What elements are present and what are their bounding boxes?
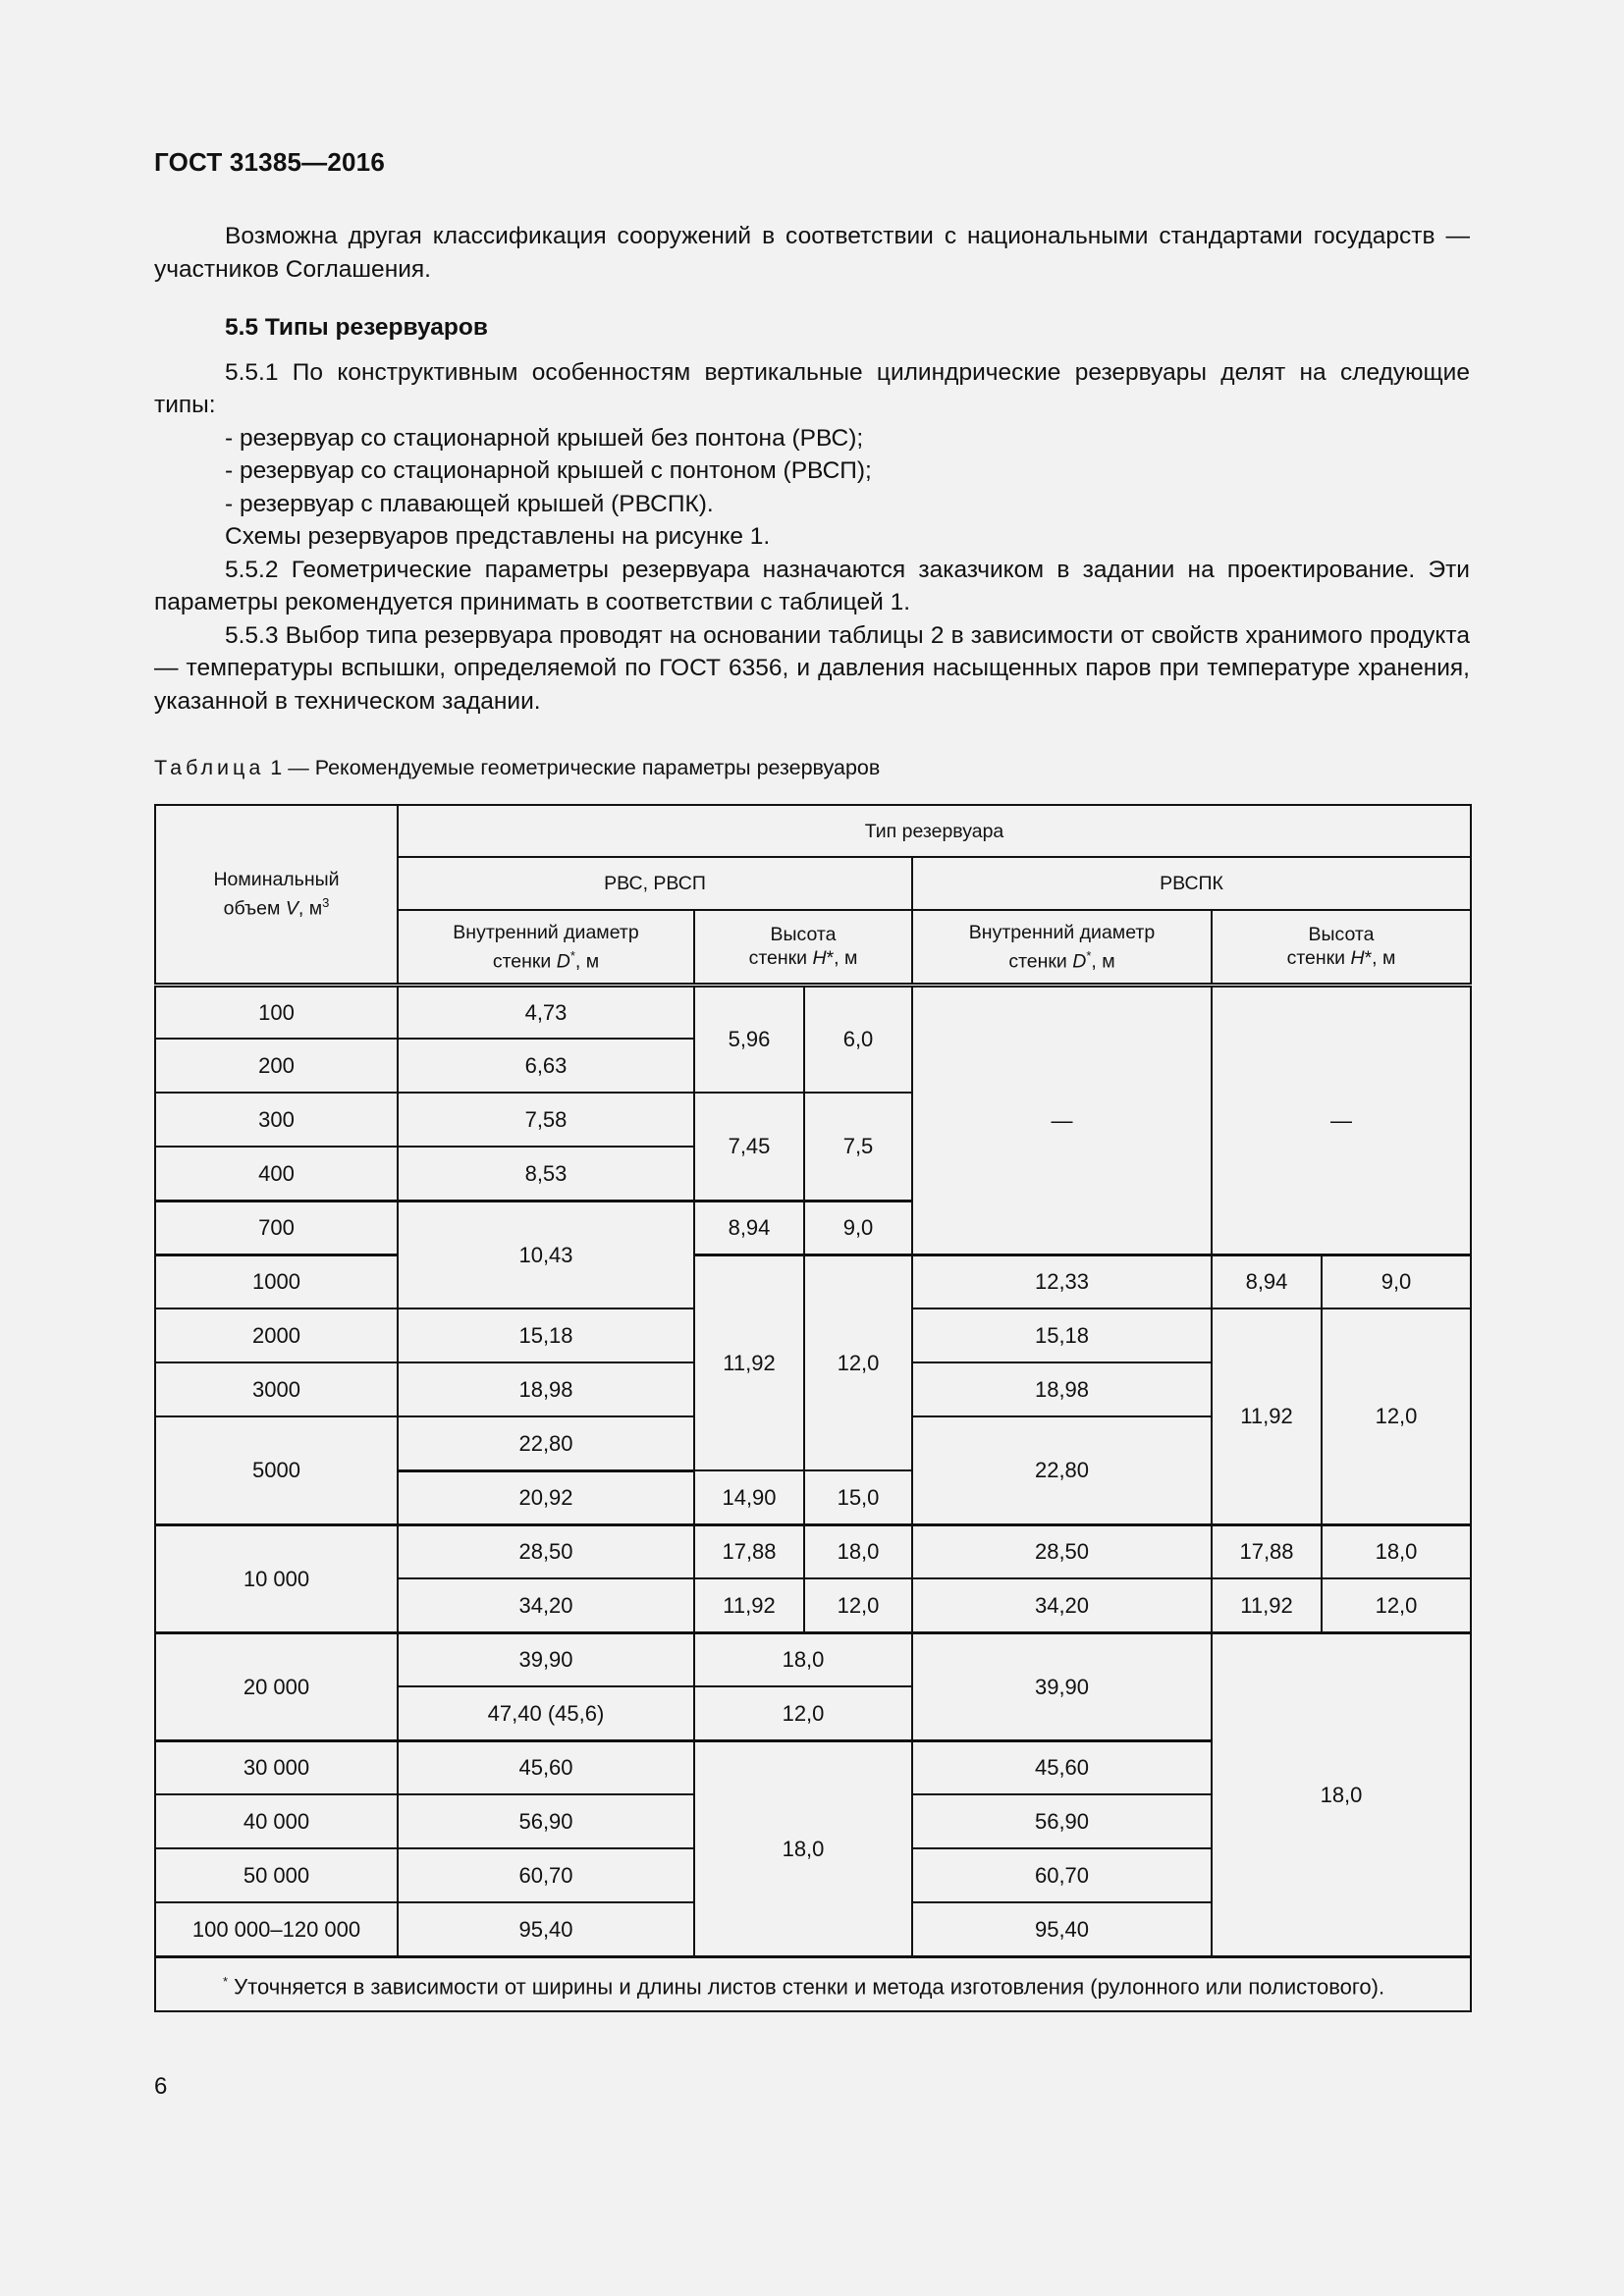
table-row: 34,20 11,92 12,0 34,20 11,92 12,0 — [155, 1578, 1471, 1632]
header-diameter: Внутренний диаметр стенки D*, м — [398, 910, 694, 985]
header-group-rvspk: РВСПК — [912, 857, 1471, 910]
header-height: Высота стенки H*, м — [694, 910, 912, 985]
list-item: - резервуар со стационарной крышей без понтона (РВС); — [225, 424, 864, 452]
dash-cell: — — [912, 985, 1212, 1255]
header-tank-type: Тип резервуара — [398, 805, 1471, 857]
header-height-pk: Высота стенки H*, м — [1212, 910, 1471, 985]
page-number: 6 — [154, 2073, 168, 2100]
table-row: 40 000 56,90 56,90 — [155, 1794, 1471, 1848]
table-footnote: * Уточняется в зависимости от ширины и длины листов стенки и метода изготовления (рулонного или полистового). — [155, 1956, 1471, 2011]
table-row: 47,40 (45,6) 12,0 — [155, 1686, 1471, 1740]
table-row: 5000 22,80 22,80 — [155, 1416, 1471, 1470]
table-row: 400 8,53 — [155, 1147, 1471, 1201]
table-row: 300 7,58 7,45 7,5 — [155, 1093, 1471, 1147]
table-row: 100 4,73 5,96 6,0 — — — [155, 985, 1471, 1039]
table-row: 1000 11,92 12,0 12,33 8,94 9,0 — [155, 1255, 1471, 1308]
table-row: 200 6,63 — [155, 1039, 1471, 1093]
table-caption — [154, 756, 880, 780]
table-row: 50 000 60,70 60,70 — [155, 1848, 1471, 1902]
dash-cell: — — [1212, 985, 1471, 1255]
body-text — [154, 220, 1470, 718]
table-row: 100 000–120 000 95,40 95,40 — [155, 1902, 1471, 1956]
table-footnote-row — [155, 1956, 1471, 2011]
paragraph-5-5-2: 5.5.2 Геометрические параметры резервуара назначаются заказчиком в задании на проектирование. Эти параметры рекомендуется принимать в соответствии с таблицей 1. — [154, 556, 1470, 615]
paragraph-5-5-1: 5.5.1 По конструктивным особенностям вертикальные цилиндрические резервуары делят на следующие типы: — [154, 358, 1470, 418]
table-row: 700 10,43 8,94 9,0 — [155, 1201, 1471, 1255]
table-row: 30 000 45,60 18,0 45,60 — [155, 1740, 1471, 1794]
paragraph-5-5-3: 5.5.3 Выбор типа резервуара проводят на основании таблицы 2 в зависимости от свойств хранимого продукта — температуры вспышки, определяемой по ГОСТ 6356, и давления насыщенных паров при температуре хранения, указанной в техническом задании. — [154, 621, 1470, 715]
table-row: 2000 15,18 15,18 11,92 12,0 — [155, 1308, 1471, 1362]
list-item: - резервуар с плавающей крышей (РВСПК). — [225, 490, 714, 517]
header-group-rvs-rvsp: РВС, РВСП — [398, 857, 912, 910]
table-row: 20 000 39,90 18,0 39,90 18,0 — [155, 1632, 1471, 1686]
table-caption-text: 1 — Рекомендуемые геометрические параметры резервуаров — [264, 756, 881, 779]
intro-paragraph: Возможна другая классификация сооружений в соответствии с национальными стандартами государств — участников Соглашения. — [154, 223, 1470, 283]
parameters-table — [154, 804, 1472, 2012]
table-row: 3000 18,98 18,98 — [155, 1362, 1471, 1416]
schemes-note: Схемы резервуаров представлены на рисунке 1. — [225, 523, 771, 550]
list-item: - резервуар со стационарной крышей с понтоном (РВСП); — [225, 457, 872, 484]
header-volume: Номинальный объем V, $м^3$ — [155, 805, 398, 985]
table-row: 20,92 14,90 15,0 — [155, 1470, 1471, 1524]
document-header: ГОСТ 31385—2016 — [154, 147, 385, 177]
header-diameter-pk: Внутренний диаметр стенки D*, м — [912, 910, 1212, 985]
section-title: 5.5 Типы резервуаров — [225, 314, 488, 341]
table-caption-label: Таблица — [154, 756, 265, 779]
table-row: 10 000 28,50 17,88 18,0 28,50 17,88 18,0 — [155, 1524, 1471, 1578]
